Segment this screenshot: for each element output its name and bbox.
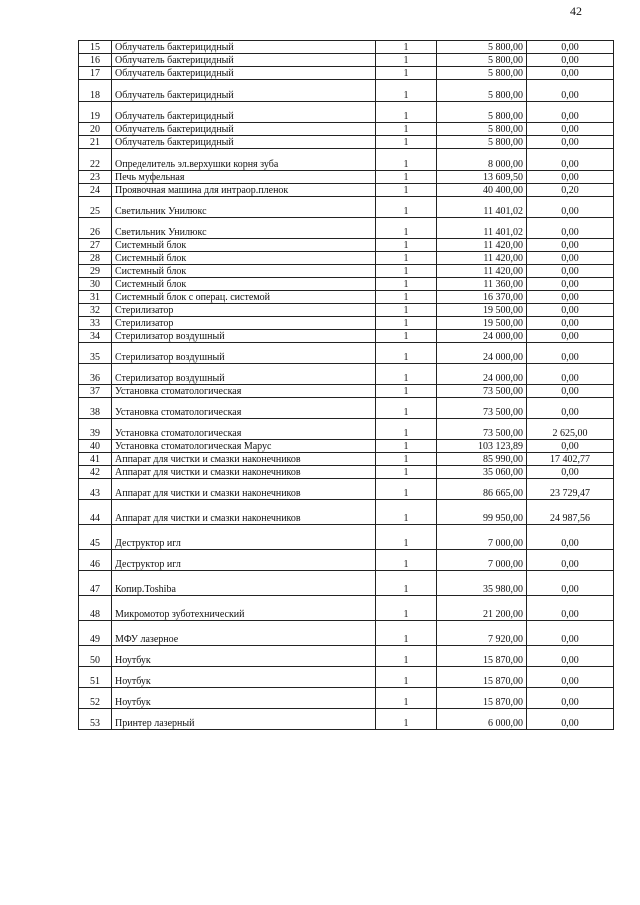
item-residual-value: 17 402,77 [527, 453, 614, 466]
item-cost: 15 870,00 [437, 667, 527, 688]
item-name: Облучатель бактерицидный [112, 67, 376, 80]
item-cost: 13 609,50 [437, 171, 527, 184]
table-row [79, 466, 614, 479]
item-quantity: 1 [376, 102, 437, 123]
item-quantity: 1 [376, 646, 437, 667]
item-residual-value: 0,00 [527, 709, 614, 730]
item-residual-value: 0,00 [527, 218, 614, 239]
item-cost: 19 500,00 [437, 304, 527, 317]
item-cost: 35 980,00 [437, 571, 527, 596]
table-row [79, 571, 614, 596]
item-name: Системный блок [112, 278, 376, 291]
row-number: 45 [79, 525, 112, 550]
row-number: 52 [79, 688, 112, 709]
table-row [79, 621, 614, 646]
row-number: 27 [79, 239, 112, 252]
item-name: Светильник Унилюкс [112, 218, 376, 239]
item-residual-value: 0,20 [527, 184, 614, 197]
item-cost: 99 950,00 [437, 500, 527, 525]
item-quantity: 1 [376, 500, 437, 525]
item-name: Облучатель бактерицидный [112, 41, 376, 54]
row-number: 18 [79, 80, 112, 102]
item-cost: 15 870,00 [437, 646, 527, 667]
item-name: Определитель эл.верхушки корня зуба [112, 149, 376, 171]
item-cost: 73 500,00 [437, 398, 527, 419]
item-residual-value: 0,00 [527, 621, 614, 646]
row-number: 31 [79, 291, 112, 304]
table-row [79, 596, 614, 621]
row-number: 32 [79, 304, 112, 317]
table-row [79, 667, 614, 688]
item-cost: 40 400,00 [437, 184, 527, 197]
item-quantity: 1 [376, 197, 437, 218]
item-name: Облучатель бактерицидный [112, 123, 376, 136]
item-cost: 7 000,00 [437, 525, 527, 550]
item-cost: 21 200,00 [437, 596, 527, 621]
inventory-table [78, 40, 614, 730]
item-cost: 24 000,00 [437, 330, 527, 343]
item-name: Облучатель бактерицидный [112, 102, 376, 123]
table-row [79, 646, 614, 667]
row-number: 41 [79, 453, 112, 466]
item-quantity: 1 [376, 466, 437, 479]
item-quantity: 1 [376, 317, 437, 330]
item-residual-value: 0,00 [527, 197, 614, 218]
item-residual-value: 23 729,47 [527, 479, 614, 500]
item-cost: 11 401,02 [437, 218, 527, 239]
item-residual-value: 0,00 [527, 265, 614, 278]
item-name: Облучатель бактерицидный [112, 136, 376, 149]
row-number: 17 [79, 67, 112, 80]
item-residual-value: 0,00 [527, 364, 614, 385]
row-number: 53 [79, 709, 112, 730]
item-cost: 103 123,89 [437, 440, 527, 453]
item-name: Светильник Унилюкс [112, 197, 376, 218]
item-quantity: 1 [376, 41, 437, 54]
item-cost: 8 000,00 [437, 149, 527, 171]
item-name: Системный блок с операц. системой [112, 291, 376, 304]
item-residual-value: 0,00 [527, 80, 614, 102]
item-cost: 24 000,00 [437, 364, 527, 385]
table-row [79, 479, 614, 500]
item-residual-value: 0,00 [527, 646, 614, 667]
item-residual-value: 24 987,56 [527, 500, 614, 525]
row-number: 22 [79, 149, 112, 171]
row-number: 19 [79, 102, 112, 123]
item-name: Микромотор зуботехнический [112, 596, 376, 621]
item-cost: 5 800,00 [437, 102, 527, 123]
item-residual-value: 0,00 [527, 440, 614, 453]
table-row [79, 102, 614, 123]
item-name: Системный блок [112, 239, 376, 252]
item-name: Установка стоматологическая [112, 398, 376, 419]
item-name: Облучатель бактерицидный [112, 54, 376, 67]
table-row [79, 398, 614, 419]
row-number: 16 [79, 54, 112, 67]
item-quantity: 1 [376, 265, 437, 278]
table-row [79, 41, 614, 54]
item-residual-value: 0,00 [527, 688, 614, 709]
item-quantity: 1 [376, 184, 437, 197]
table-row [79, 688, 614, 709]
item-residual-value: 0,00 [527, 525, 614, 550]
item-name: Стерилизатор [112, 304, 376, 317]
row-number: 30 [79, 278, 112, 291]
item-residual-value: 0,00 [527, 550, 614, 571]
item-residual-value: 0,00 [527, 278, 614, 291]
table-row [79, 291, 614, 304]
table-row [79, 80, 614, 102]
item-quantity: 1 [376, 80, 437, 102]
item-residual-value: 0,00 [527, 385, 614, 398]
item-residual-value: 0,00 [527, 667, 614, 688]
item-name: Установка стоматологическая [112, 419, 376, 440]
item-cost: 15 870,00 [437, 688, 527, 709]
row-number: 28 [79, 252, 112, 265]
row-number: 25 [79, 197, 112, 218]
table-row [79, 500, 614, 525]
item-residual-value: 0,00 [527, 571, 614, 596]
item-name: Ноутбук [112, 667, 376, 688]
item-cost: 24 000,00 [437, 343, 527, 364]
table-row [79, 440, 614, 453]
item-residual-value: 0,00 [527, 252, 614, 265]
row-number: 49 [79, 621, 112, 646]
table-row [79, 239, 614, 252]
table-row [79, 385, 614, 398]
item-cost: 11 420,00 [437, 265, 527, 278]
table-row [79, 709, 614, 730]
item-name: Стерилизатор воздушный [112, 364, 376, 385]
item-cost: 73 500,00 [437, 419, 527, 440]
table-row [79, 197, 614, 218]
item-quantity: 1 [376, 688, 437, 709]
item-quantity: 1 [376, 218, 437, 239]
table-row [79, 67, 614, 80]
row-number: 44 [79, 500, 112, 525]
item-quantity: 1 [376, 304, 437, 317]
item-residual-value: 2 625,00 [527, 419, 614, 440]
item-name: Аппарат для чистки и смазки наконечников [112, 466, 376, 479]
row-number: 42 [79, 466, 112, 479]
item-quantity: 1 [376, 330, 437, 343]
row-number: 29 [79, 265, 112, 278]
item-quantity: 1 [376, 136, 437, 149]
table-row [79, 453, 614, 466]
row-number: 35 [79, 343, 112, 364]
item-cost: 5 800,00 [437, 67, 527, 80]
item-cost: 35 060,00 [437, 466, 527, 479]
item-name: Установка стоматологическая Марус [112, 440, 376, 453]
item-cost: 16 370,00 [437, 291, 527, 304]
item-cost: 11 420,00 [437, 239, 527, 252]
item-residual-value: 0,00 [527, 149, 614, 171]
row-number: 20 [79, 123, 112, 136]
row-number: 46 [79, 550, 112, 571]
item-name: Проявочная машина для интраор.пленок [112, 184, 376, 197]
item-name: Аппарат для чистки и смазки наконечников [112, 479, 376, 500]
item-residual-value: 0,00 [527, 304, 614, 317]
item-quantity: 1 [376, 171, 437, 184]
item-quantity: 1 [376, 709, 437, 730]
table-row [79, 550, 614, 571]
row-number: 23 [79, 171, 112, 184]
table-row [79, 525, 614, 550]
item-quantity: 1 [376, 278, 437, 291]
row-number: 26 [79, 218, 112, 239]
item-cost: 5 800,00 [437, 80, 527, 102]
item-residual-value: 0,00 [527, 41, 614, 54]
table-row [79, 252, 614, 265]
item-residual-value: 0,00 [527, 54, 614, 67]
item-quantity: 1 [376, 67, 437, 80]
item-quantity: 1 [376, 525, 437, 550]
item-residual-value: 0,00 [527, 239, 614, 252]
row-number: 33 [79, 317, 112, 330]
item-residual-value: 0,00 [527, 466, 614, 479]
row-number: 47 [79, 571, 112, 596]
item-name: Стерилизатор воздушный [112, 330, 376, 343]
item-cost: 19 500,00 [437, 317, 527, 330]
row-number: 24 [79, 184, 112, 197]
item-quantity: 1 [376, 571, 437, 596]
row-number: 37 [79, 385, 112, 398]
item-residual-value: 0,00 [527, 291, 614, 304]
item-residual-value: 0,00 [527, 398, 614, 419]
row-number: 43 [79, 479, 112, 500]
item-cost: 5 800,00 [437, 54, 527, 67]
item-cost: 7 920,00 [437, 621, 527, 646]
item-cost: 11 360,00 [437, 278, 527, 291]
item-quantity: 1 [376, 453, 437, 466]
item-cost: 85 990,00 [437, 453, 527, 466]
item-name: Печь муфельная [112, 171, 376, 184]
item-residual-value: 0,00 [527, 123, 614, 136]
item-name: Стерилизатор воздушный [112, 343, 376, 364]
item-quantity: 1 [376, 252, 437, 265]
item-cost: 7 000,00 [437, 550, 527, 571]
item-residual-value: 0,00 [527, 102, 614, 123]
item-quantity: 1 [376, 621, 437, 646]
table-row [79, 317, 614, 330]
row-number: 40 [79, 440, 112, 453]
item-name: Копир.Toshiba [112, 571, 376, 596]
table-row [79, 278, 614, 291]
item-name: Деструктор игл [112, 550, 376, 571]
item-name: Аппарат для чистки и смазки наконечников [112, 453, 376, 466]
table-row [79, 218, 614, 239]
table-row [79, 54, 614, 67]
item-quantity: 1 [376, 550, 437, 571]
item-quantity: 1 [376, 596, 437, 621]
item-cost: 6 000,00 [437, 709, 527, 730]
item-residual-value: 0,00 [527, 330, 614, 343]
item-name: Ноутбук [112, 646, 376, 667]
item-name: Системный блок [112, 252, 376, 265]
table-row [79, 136, 614, 149]
item-cost: 73 500,00 [437, 385, 527, 398]
row-number: 21 [79, 136, 112, 149]
item-residual-value: 0,00 [527, 67, 614, 80]
table-row [79, 343, 614, 364]
item-residual-value: 0,00 [527, 171, 614, 184]
table-row [79, 171, 614, 184]
inventory-rows [79, 41, 614, 730]
item-quantity: 1 [376, 239, 437, 252]
item-cost: 5 800,00 [437, 123, 527, 136]
item-quantity: 1 [376, 149, 437, 171]
item-residual-value: 0,00 [527, 317, 614, 330]
table-row [79, 419, 614, 440]
table-row [79, 123, 614, 136]
row-number: 38 [79, 398, 112, 419]
table-row [79, 149, 614, 171]
item-quantity: 1 [376, 343, 437, 364]
item-quantity: 1 [376, 440, 437, 453]
row-number: 15 [79, 41, 112, 54]
item-cost: 5 800,00 [437, 41, 527, 54]
item-quantity: 1 [376, 667, 437, 688]
row-number: 39 [79, 419, 112, 440]
item-name: Ноутбук [112, 688, 376, 709]
table-row [79, 364, 614, 385]
item-cost: 5 800,00 [437, 136, 527, 149]
item-residual-value: 0,00 [527, 136, 614, 149]
item-name: Деструктор игл [112, 525, 376, 550]
item-quantity: 1 [376, 398, 437, 419]
item-quantity: 1 [376, 419, 437, 440]
item-name: МФУ лазерное [112, 621, 376, 646]
item-quantity: 1 [376, 385, 437, 398]
table-row [79, 304, 614, 317]
item-name: Системный блок [112, 265, 376, 278]
item-residual-value: 0,00 [527, 596, 614, 621]
item-quantity: 1 [376, 54, 437, 67]
item-quantity: 1 [376, 291, 437, 304]
row-number: 36 [79, 364, 112, 385]
table-row [79, 330, 614, 343]
item-name: Облучатель бактерицидный [112, 80, 376, 102]
item-cost: 86 665,00 [437, 479, 527, 500]
table-row [79, 265, 614, 278]
page-number: 42 [570, 4, 582, 18]
row-number: 51 [79, 667, 112, 688]
row-number: 48 [79, 596, 112, 621]
item-quantity: 1 [376, 479, 437, 500]
item-cost: 11 420,00 [437, 252, 527, 265]
item-residual-value: 0,00 [527, 343, 614, 364]
item-name: Принтер лазерный [112, 709, 376, 730]
item-name: Аппарат для чистки и смазки наконечников [112, 500, 376, 525]
row-number: 34 [79, 330, 112, 343]
item-name: Стерилизатор [112, 317, 376, 330]
item-quantity: 1 [376, 364, 437, 385]
table-row [79, 184, 614, 197]
item-cost: 11 401,02 [437, 197, 527, 218]
item-quantity: 1 [376, 123, 437, 136]
item-name: Установка стоматологическая [112, 385, 376, 398]
row-number: 50 [79, 646, 112, 667]
